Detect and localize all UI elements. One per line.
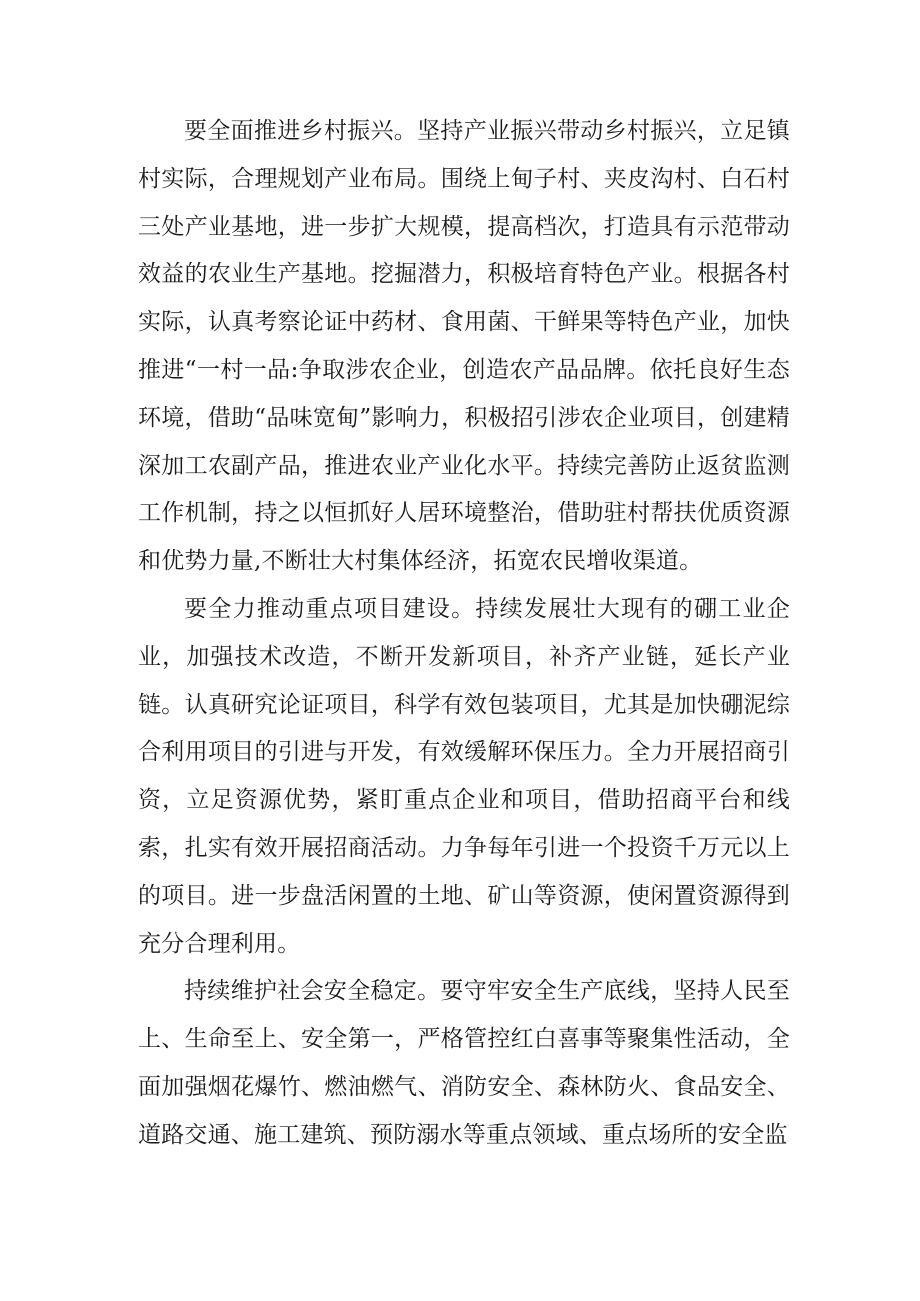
paragraph-social-stability: 持续维护社会安全稳定。要守牢安全生产底线，坚持人民至上、生命至上、安全第一，严格管控红白喜事等聚集性活动，全面加强烟花爆竹、燃油燃气、消防安全、森林防火、食品安全、道路交通、施工建筑、预防溺水等重点领域、重点场所的安全监 <box>138 978 790 1148</box>
paragraph-rural-revitalization: 要全面推进乡村振兴。坚持产业振兴带动乡村振兴，立足镇村实际，合理规划产业布局。围绕上甸子村、夹皮沟村、白石村三处产业基地，进一步扩大规模，提高档次，打造具有示范带动效益的农业生产基地。挖掘潜力，积极培育特色产业。根据各村实际，认真考察论证中药材、食用菌、干鲜果等特色产业，加快推进“一村一品:争取涉农企业，创造农产品品牌。依托良好生态环境，借助“品味宽甸”影响力，积极招引涉农企业项目，创建精深加工农副产品，推进农业产业化水平。持续完善防止返贫监测工作机制，持之以恒抓好人居环境整治，借助驻村帮扶优质资源和优势力量,不断壮大村集体经济，拓宽农民增收渠道。 <box>138 118 790 575</box>
document-body <box>138 108 790 1160</box>
paragraph-key-projects: 要全力推动重点项目建设。持续发展壮大现有的硼工业企业，加强技术改造，不断开发新项目，补齐产业链，延长产业链。认真研究论证项目，科学有效包装项目，尤其是加快硼泥综合利用项目的引进与开发，有效缓解环保压力。全力开展招商引资，立足资源优势，紧盯重点企业和项目，借助招商平台和线索，扎实有效开展招商活动。力争每年引进一个投资千万元以上的项目。进一步盘活闲置的土地、矿山等资源，使闲置资源得到充分合理利用。 <box>138 595 790 957</box>
